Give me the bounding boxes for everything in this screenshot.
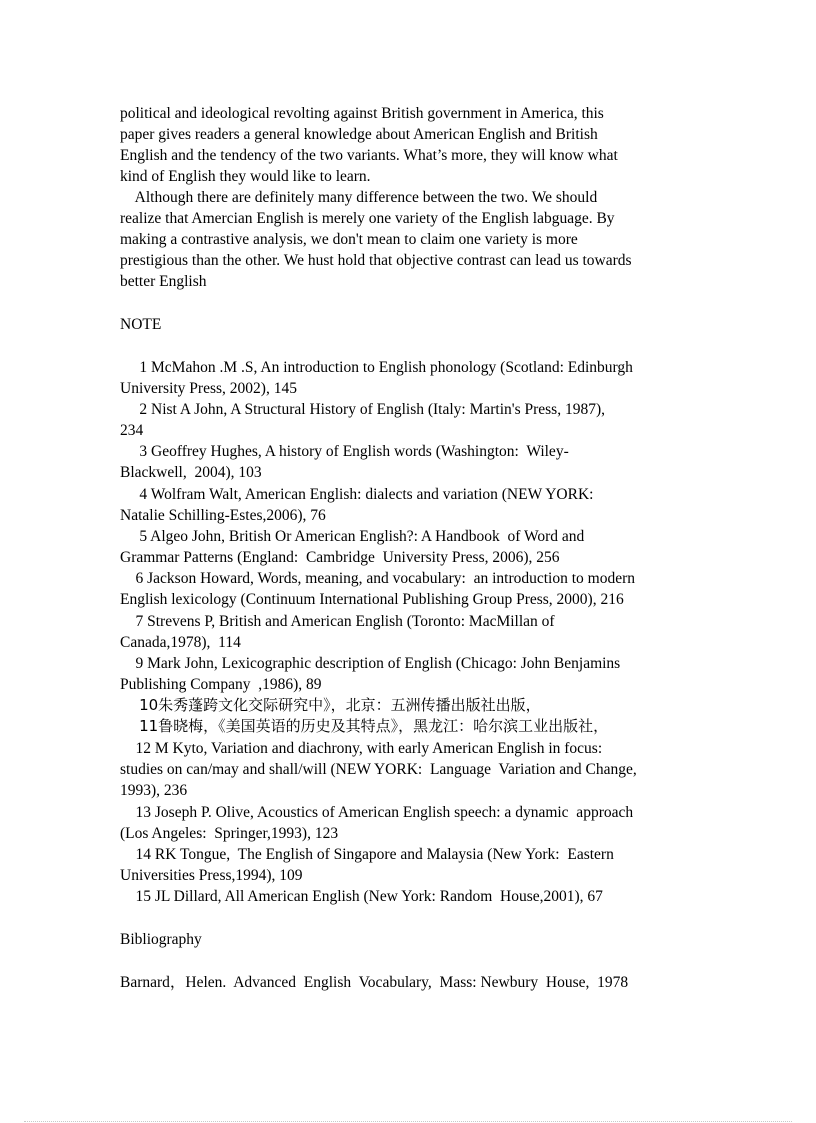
note-line: 1993), 236 <box>120 782 188 799</box>
note-line: studies on can/may and shall/will (NEW YORK: Language Variation and Change, <box>120 761 637 778</box>
body-line: prestigious than the other. We hust hold that objective contrast can lead us towards <box>120 252 632 269</box>
note-line: Grammar Patterns (England: Cambridge University Press, 2006), 256 <box>120 549 560 566</box>
note-line: 14 RK Tongue, The English of Singapore and Malaysia (New York: Eastern <box>120 846 614 863</box>
page-bottom-border <box>24 1121 792 1122</box>
body-line: Although there are definitely many difference between the two. We should <box>120 189 598 206</box>
note-line: 15 JL Dillard, All American English (New York: Random House,2001), 67 <box>120 888 603 905</box>
note-line: Canada,1978), 114 <box>120 634 241 651</box>
note-line: 4 Wolfram Walt, American English: dialects and variation (NEW YORK: <box>120 486 594 503</box>
body-line: kind of English they would like to learn. <box>120 168 371 185</box>
note-line: 12 M Kyto, Variation and diachrony, with early American English in focus: <box>120 740 603 757</box>
note-line: 2 Nist A John, A Structural History of English (Italy: Martin's Press, 1987), <box>120 401 606 418</box>
body-line: political and ideological revolting against British government in America, this <box>120 105 604 122</box>
note-line: University Press, 2002), 145 <box>120 380 297 397</box>
body-line: better English <box>120 273 207 290</box>
note-line: 9 Mark John, Lexicographic description of English (Chicago: John Benjamins <box>120 655 621 672</box>
note-line: Universities Press,1994), 109 <box>120 867 303 884</box>
note-line: Blackwell, 2004), 103 <box>120 464 262 481</box>
note-line: 7 Strevens P, British and American English (Toronto: MacMillan of <box>120 613 555 630</box>
note-heading: NOTE <box>120 316 162 333</box>
note-line: Publishing Company ,1986), 89 <box>120 676 322 693</box>
note-line: 13 Joseph P. Olive, Acoustics of American English speech: a dynamic approach <box>120 804 634 821</box>
body-line: making a contrastive analysis, we don't mean to claim one variety is more <box>120 231 578 248</box>
note-line: 5 Algeo John, British Or American English?: A Handbook of Word and <box>120 528 585 545</box>
note-line: 3 Geoffrey Hughes, A history of English words (Washington: Wiley- <box>120 443 569 460</box>
note-line-cjk: 11鲁晓梅，《美国英语的历史及其特点》，黑龙江：哈尔滨工业出版社， <box>120 717 609 735</box>
bibliography-heading: Bibliography <box>120 931 202 948</box>
note-line-cjk: 10朱秀蓬跨文化交际研究中》，北京：五洲传播出版社出版， <box>120 696 541 714</box>
note-line: Natalie Schilling-Estes,2006), 76 <box>120 507 326 524</box>
body-line: paper gives readers a general knowledge about American English and British <box>120 126 598 143</box>
body-line: English and the tendency of the two variants. What’s more, they will know what <box>120 147 618 164</box>
note-line: 1 McMahon .M .S, An introduction to English phonology (Scotland: Edinburgh <box>120 359 633 376</box>
note-line: 234 <box>120 422 144 439</box>
note-line: English lexicology (Continuum International Publishing Group Press, 2000), 216 <box>120 591 624 608</box>
note-line: 6 Jackson Howard, Words, meaning, and vocabulary: an introduction to modern <box>120 570 636 587</box>
bibliography-entry: Barnard，Helen. Advanced English Vocabulary, Mass: Newbury House, 1978 <box>120 974 629 991</box>
note-line: (Los Angeles: Springer,1993), 123 <box>120 825 339 842</box>
body-line: realize that Amercian English is merely one variety of the English labguage. By <box>120 210 615 227</box>
